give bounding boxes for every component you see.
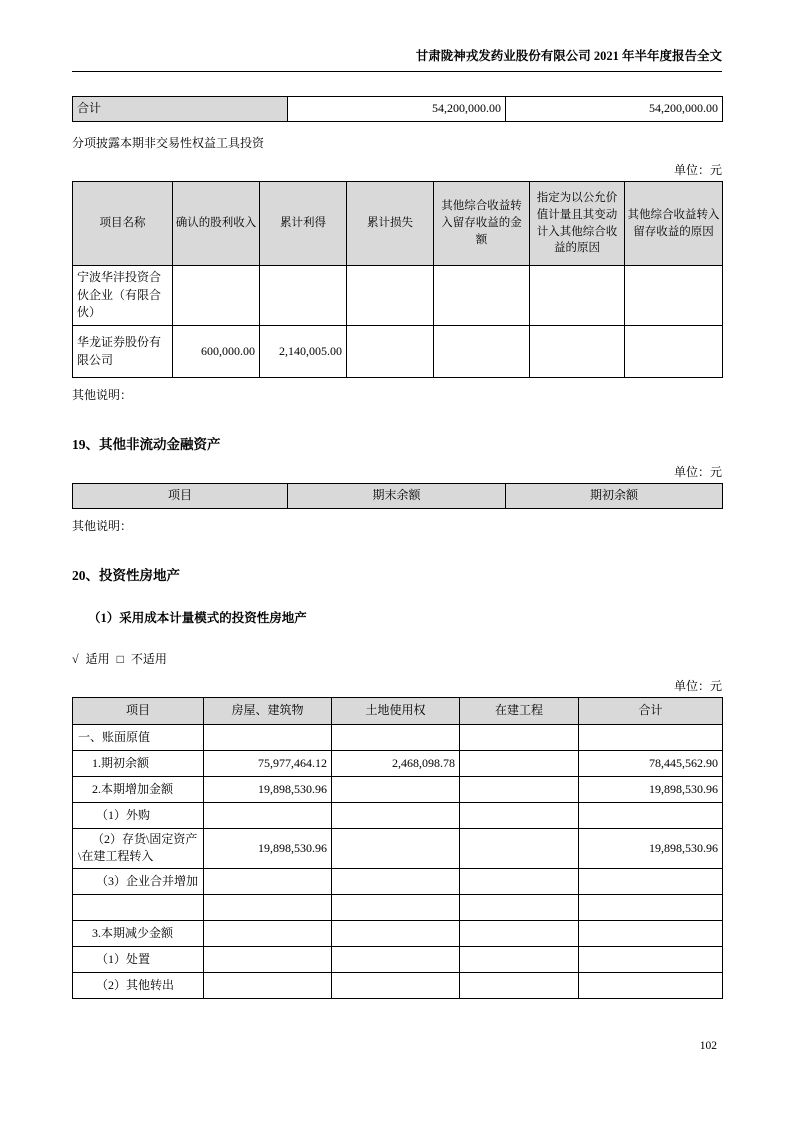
buildings-cell: 19,898,530.96 bbox=[204, 829, 332, 869]
header-title: 甘肃陇神戎发药业股份有限公司 2021 年半年度报告全文 bbox=[415, 49, 722, 63]
item-cell: 3.本期减少金额 bbox=[73, 920, 204, 946]
construction-cell bbox=[460, 777, 579, 803]
land-use-cell bbox=[332, 972, 460, 998]
fv-designation-reason-cell bbox=[530, 266, 625, 326]
table-row bbox=[73, 920, 723, 946]
page-number: 102 bbox=[699, 1040, 717, 1052]
column-header: 指定为以公允价值计量且其变动计入其他综合收益的原因 bbox=[530, 182, 625, 266]
table-header-row bbox=[73, 182, 723, 266]
table-row bbox=[73, 868, 723, 894]
non-trading-equity-intro: 分项披露本期非交易性权益工具投资 bbox=[72, 136, 265, 150]
item-cell: （2）其他转出 bbox=[73, 972, 204, 998]
total-period-begin-cell: 54,200,000.00 bbox=[506, 97, 723, 122]
accumulated-gain-cell bbox=[260, 266, 347, 326]
dividend-income-cell bbox=[173, 266, 260, 326]
table-row bbox=[73, 829, 723, 869]
company-name-cell: 宁波华沣投资合伙企业（有限合伙） bbox=[73, 266, 173, 326]
buildings-cell bbox=[204, 803, 332, 829]
land-use-cell bbox=[332, 920, 460, 946]
column-header: 其他综合收益转入留存收益的金额 bbox=[434, 182, 530, 266]
column-header: 项目名称 bbox=[73, 182, 173, 266]
table-header-row bbox=[73, 698, 723, 725]
construction-cell bbox=[460, 920, 579, 946]
item-cell: （1）处置 bbox=[73, 946, 204, 972]
land-use-cell bbox=[332, 777, 460, 803]
total-cell: 19,898,530.96 bbox=[579, 829, 723, 869]
buildings-cell bbox=[204, 920, 332, 946]
table-header-row bbox=[73, 484, 723, 509]
section-19-heading: 19、其他非流动金融资产 bbox=[72, 437, 221, 452]
other-noncurrent-financial-assets-table bbox=[72, 483, 723, 509]
land-use-cell bbox=[332, 894, 460, 920]
column-header: 土地使用权 bbox=[332, 698, 460, 725]
item-cell: 1.期初余额 bbox=[73, 751, 204, 777]
table-row bbox=[73, 725, 723, 751]
company-name-cell: 华龙证券股份有限公司 bbox=[73, 326, 173, 378]
column-header: 其他综合收益转入留存收益的原因 bbox=[625, 182, 723, 266]
accumulated-loss-cell bbox=[347, 266, 434, 326]
column-header: 在建工程 bbox=[460, 698, 579, 725]
other-notes-label: 其他说明： bbox=[72, 388, 133, 402]
buildings-cell: 19,898,530.96 bbox=[204, 777, 332, 803]
total-cell bbox=[579, 920, 723, 946]
unit-label: 单位：元 bbox=[673, 163, 722, 177]
column-header: 期初余额 bbox=[506, 484, 723, 509]
item-cell bbox=[73, 894, 204, 920]
column-header: 房屋、建筑物 bbox=[204, 698, 332, 725]
total-cell: 78,445,562.90 bbox=[579, 751, 723, 777]
item-cell: （2）存货\固定资产\在建工程转入 bbox=[73, 829, 204, 869]
non-trading-equity-table bbox=[72, 181, 723, 378]
land-use-cell bbox=[332, 803, 460, 829]
oci-transfer-reason-cell bbox=[625, 326, 723, 378]
subsection-1-heading: （1）采用成本计量模式的投资性房地产 bbox=[88, 611, 307, 625]
unit-label: 单位：元 bbox=[673, 465, 722, 479]
oci-transfer-reason-cell bbox=[625, 266, 723, 326]
table-row bbox=[73, 266, 723, 326]
total-cell bbox=[579, 946, 723, 972]
land-use-cell: 2,468,098.78 bbox=[332, 751, 460, 777]
dividend-income-cell: 600,000.00 bbox=[173, 326, 260, 378]
investment-property-table bbox=[72, 697, 723, 999]
unit-label: 单位：元 bbox=[673, 679, 722, 693]
total-label-cell: 合计 bbox=[73, 97, 288, 122]
total-cell bbox=[579, 803, 723, 829]
land-use-cell bbox=[332, 946, 460, 972]
buildings-cell bbox=[204, 972, 332, 998]
oci-to-retained-amount-cell bbox=[434, 266, 530, 326]
column-header: 累计利得 bbox=[260, 182, 347, 266]
land-use-cell bbox=[332, 829, 460, 869]
total-period-end-cell: 54,200,000.00 bbox=[288, 97, 506, 122]
item-cell: 2.本期增加金额 bbox=[73, 777, 204, 803]
column-header: 项目 bbox=[73, 698, 204, 725]
table-row bbox=[73, 803, 723, 829]
land-use-cell bbox=[332, 725, 460, 751]
section-20-heading: 20、投资性房地产 bbox=[72, 568, 180, 583]
fv-designation-reason-cell bbox=[530, 326, 625, 378]
carryover-total-table bbox=[72, 96, 723, 122]
total-cell: 19,898,530.96 bbox=[579, 777, 723, 803]
construction-cell bbox=[460, 972, 579, 998]
item-cell: （3）企业合并增加 bbox=[73, 868, 204, 894]
total-cell bbox=[579, 972, 723, 998]
table-row bbox=[73, 946, 723, 972]
table-row bbox=[73, 97, 723, 122]
construction-cell bbox=[460, 894, 579, 920]
table-row bbox=[73, 777, 723, 803]
construction-cell bbox=[460, 829, 579, 869]
construction-cell bbox=[460, 725, 579, 751]
column-header: 累计损失 bbox=[347, 182, 434, 266]
page-header bbox=[72, 46, 722, 72]
oci-to-retained-amount-cell bbox=[434, 326, 530, 378]
construction-cell bbox=[460, 868, 579, 894]
land-use-cell bbox=[332, 868, 460, 894]
buildings-cell: 75,977,464.12 bbox=[204, 751, 332, 777]
total-cell bbox=[579, 894, 723, 920]
table-row bbox=[73, 326, 723, 378]
table-row bbox=[73, 972, 723, 998]
other-notes-label: 其他说明： bbox=[72, 519, 133, 533]
buildings-cell bbox=[204, 946, 332, 972]
total-cell bbox=[579, 868, 723, 894]
buildings-cell bbox=[204, 725, 332, 751]
table-row bbox=[73, 751, 723, 777]
column-header: 合计 bbox=[579, 698, 723, 725]
accumulated-gain-cell: 2,140,005.00 bbox=[260, 326, 347, 378]
column-header: 项目 bbox=[73, 484, 288, 509]
accumulated-loss-cell bbox=[347, 326, 434, 378]
total-cell bbox=[579, 725, 723, 751]
applicability-line: √ 适用 □ 不适用 bbox=[72, 652, 167, 666]
construction-cell bbox=[460, 803, 579, 829]
item-cell: （1）外购 bbox=[73, 803, 204, 829]
item-cell: 一、账面原值 bbox=[73, 725, 204, 751]
construction-cell bbox=[460, 946, 579, 972]
construction-cell bbox=[460, 751, 579, 777]
column-header: 期末余额 bbox=[288, 484, 506, 509]
table-row bbox=[73, 894, 723, 920]
buildings-cell bbox=[204, 868, 332, 894]
buildings-cell bbox=[204, 894, 332, 920]
column-header: 确认的股利收入 bbox=[173, 182, 260, 266]
